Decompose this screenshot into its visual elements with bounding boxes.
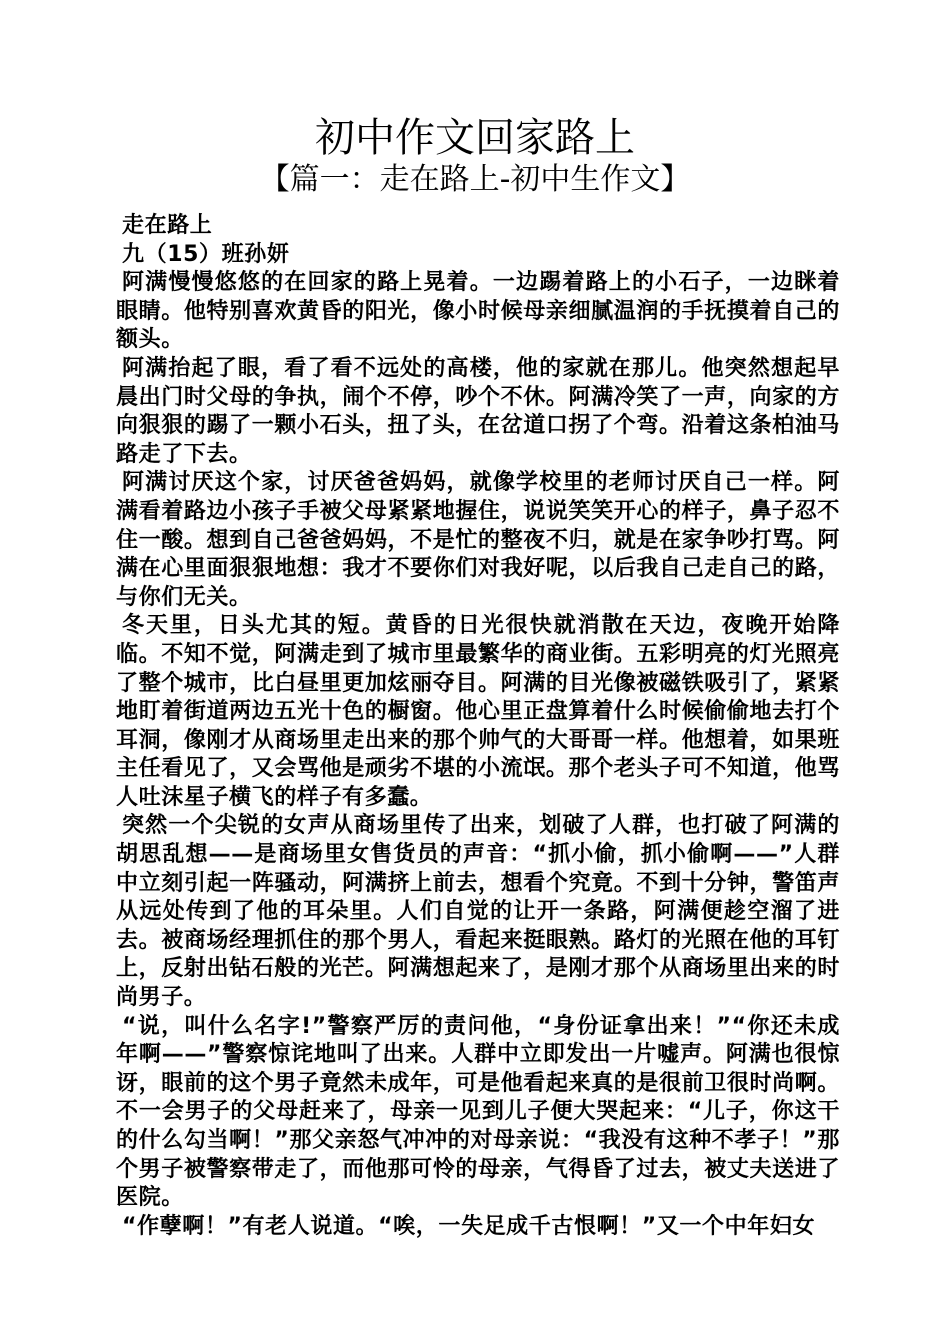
essay-body	[116, 212, 840, 1241]
paragraph: 阿满讨厌这个家，讨厌爸爸妈妈，就像学校里的老师讨厌自己一样。阿满看着路边小孩子手被父母紧紧地握住，说说笑笑开心的样子，鼻子忍不住一酸。想到自己爸爸妈妈，不是忙的整夜不归，就是在家争吵打骂。阿满在心里面狠狠地想：我才不要你们对我好呢，以后我自己走自己的路，与你们无关。	[116, 470, 840, 610]
paragraph: 阿满抬起了眼，看了看不远处的高楼，他的家就在那儿。他突然想起早晨出门时父母的争执，闹个不停，吵个不休。阿满冷笑了一声，向家的方向狠狠的踢了一颗小石头，扭了头，在岔道口拐了个弯。沿着这条柏油马路走了下去。	[116, 355, 840, 467]
document-subtitle: 【篇一：走在路上-初中生作文】	[259, 162, 691, 197]
essay-author: 九（15）班孙妍	[122, 241, 290, 267]
paragraph: 阿满慢慢悠悠的在回家的路上晃着。一边踢着路上的小石子，一边眯着眼睛。他特别喜欢黄昏的阳光，像小时候母亲细腻温润的手抚摸着自己的额头。	[116, 270, 840, 353]
paragraph: 突然一个尖锐的女声从商场里传了出来，划破了人群，也打破了阿满的胡思乱想——是商场里女售货员的声音：“抓小偷，抓小偷啊——”人群中立刻引起一阵骚动，阿满挤上前去，想看个究竟。不到十分钟，警笛声从远处传到了他的耳朵里。人们自觉的让开一条路，阿满便趁空溜了进去。被商场经理抓住的那个男人，看起来挺眼熟。路灯的光照在他的耳钉上，反射出钻石般的光芒。阿满想起来了，是刚才那个从商场里出来的时尚男子。	[116, 813, 840, 1011]
paragraph: 冬天里，日头尤其的短。黄昏的日光很快就消散在天边，夜晚开始降临。不知不觉，阿满走到了城市里最繁华的商业街。五彩明亮的灯光照亮了整个城市，比白昼里更加炫丽夺目。阿满的目光像被磁铁吸引了，紧紧地盯着街道两边五光十色的橱窗。他心里正盘算着什么时候偷偷地去打个耳洞，像刚才从商场里走出来的那个帅气的大哥哥一样。他想着，如果班主任看见了，又会骂他是顽劣不堪的小流氓。那个老头子可不知道，他骂人吐沫星子横飞的样子有多蠢。	[116, 613, 840, 810]
document-title: 初中作文回家路上	[315, 115, 635, 161]
paragraph: “作孽啊！”有老人说道。“唉，一失足成千古恨啊！”又一个中年妇女	[122, 1213, 816, 1239]
paragraph: “说，叫什么名字!”警察严厉的责问他，“身份证拿出来！”“你还未成年啊——”警察惊诧地叫了出来。人群中立即发出一片嘘声。阿满也很惊讶，眼前的这个男子竟然未成年，可是他看起来真的是很前卫很时尚啊。不一会男子的父母赶来了，母亲一见到儿子便大哭起来：“儿子，你这干的什么勾当啊！”那父亲怒气冲冲的对母亲说：“我没有这种不孝子！”那个男子被警察带走了，而他那可怜的母亲，气得昏了过去，被丈夫送进了医院。	[116, 1013, 840, 1211]
essay-title: 走在路上	[122, 213, 213, 238]
